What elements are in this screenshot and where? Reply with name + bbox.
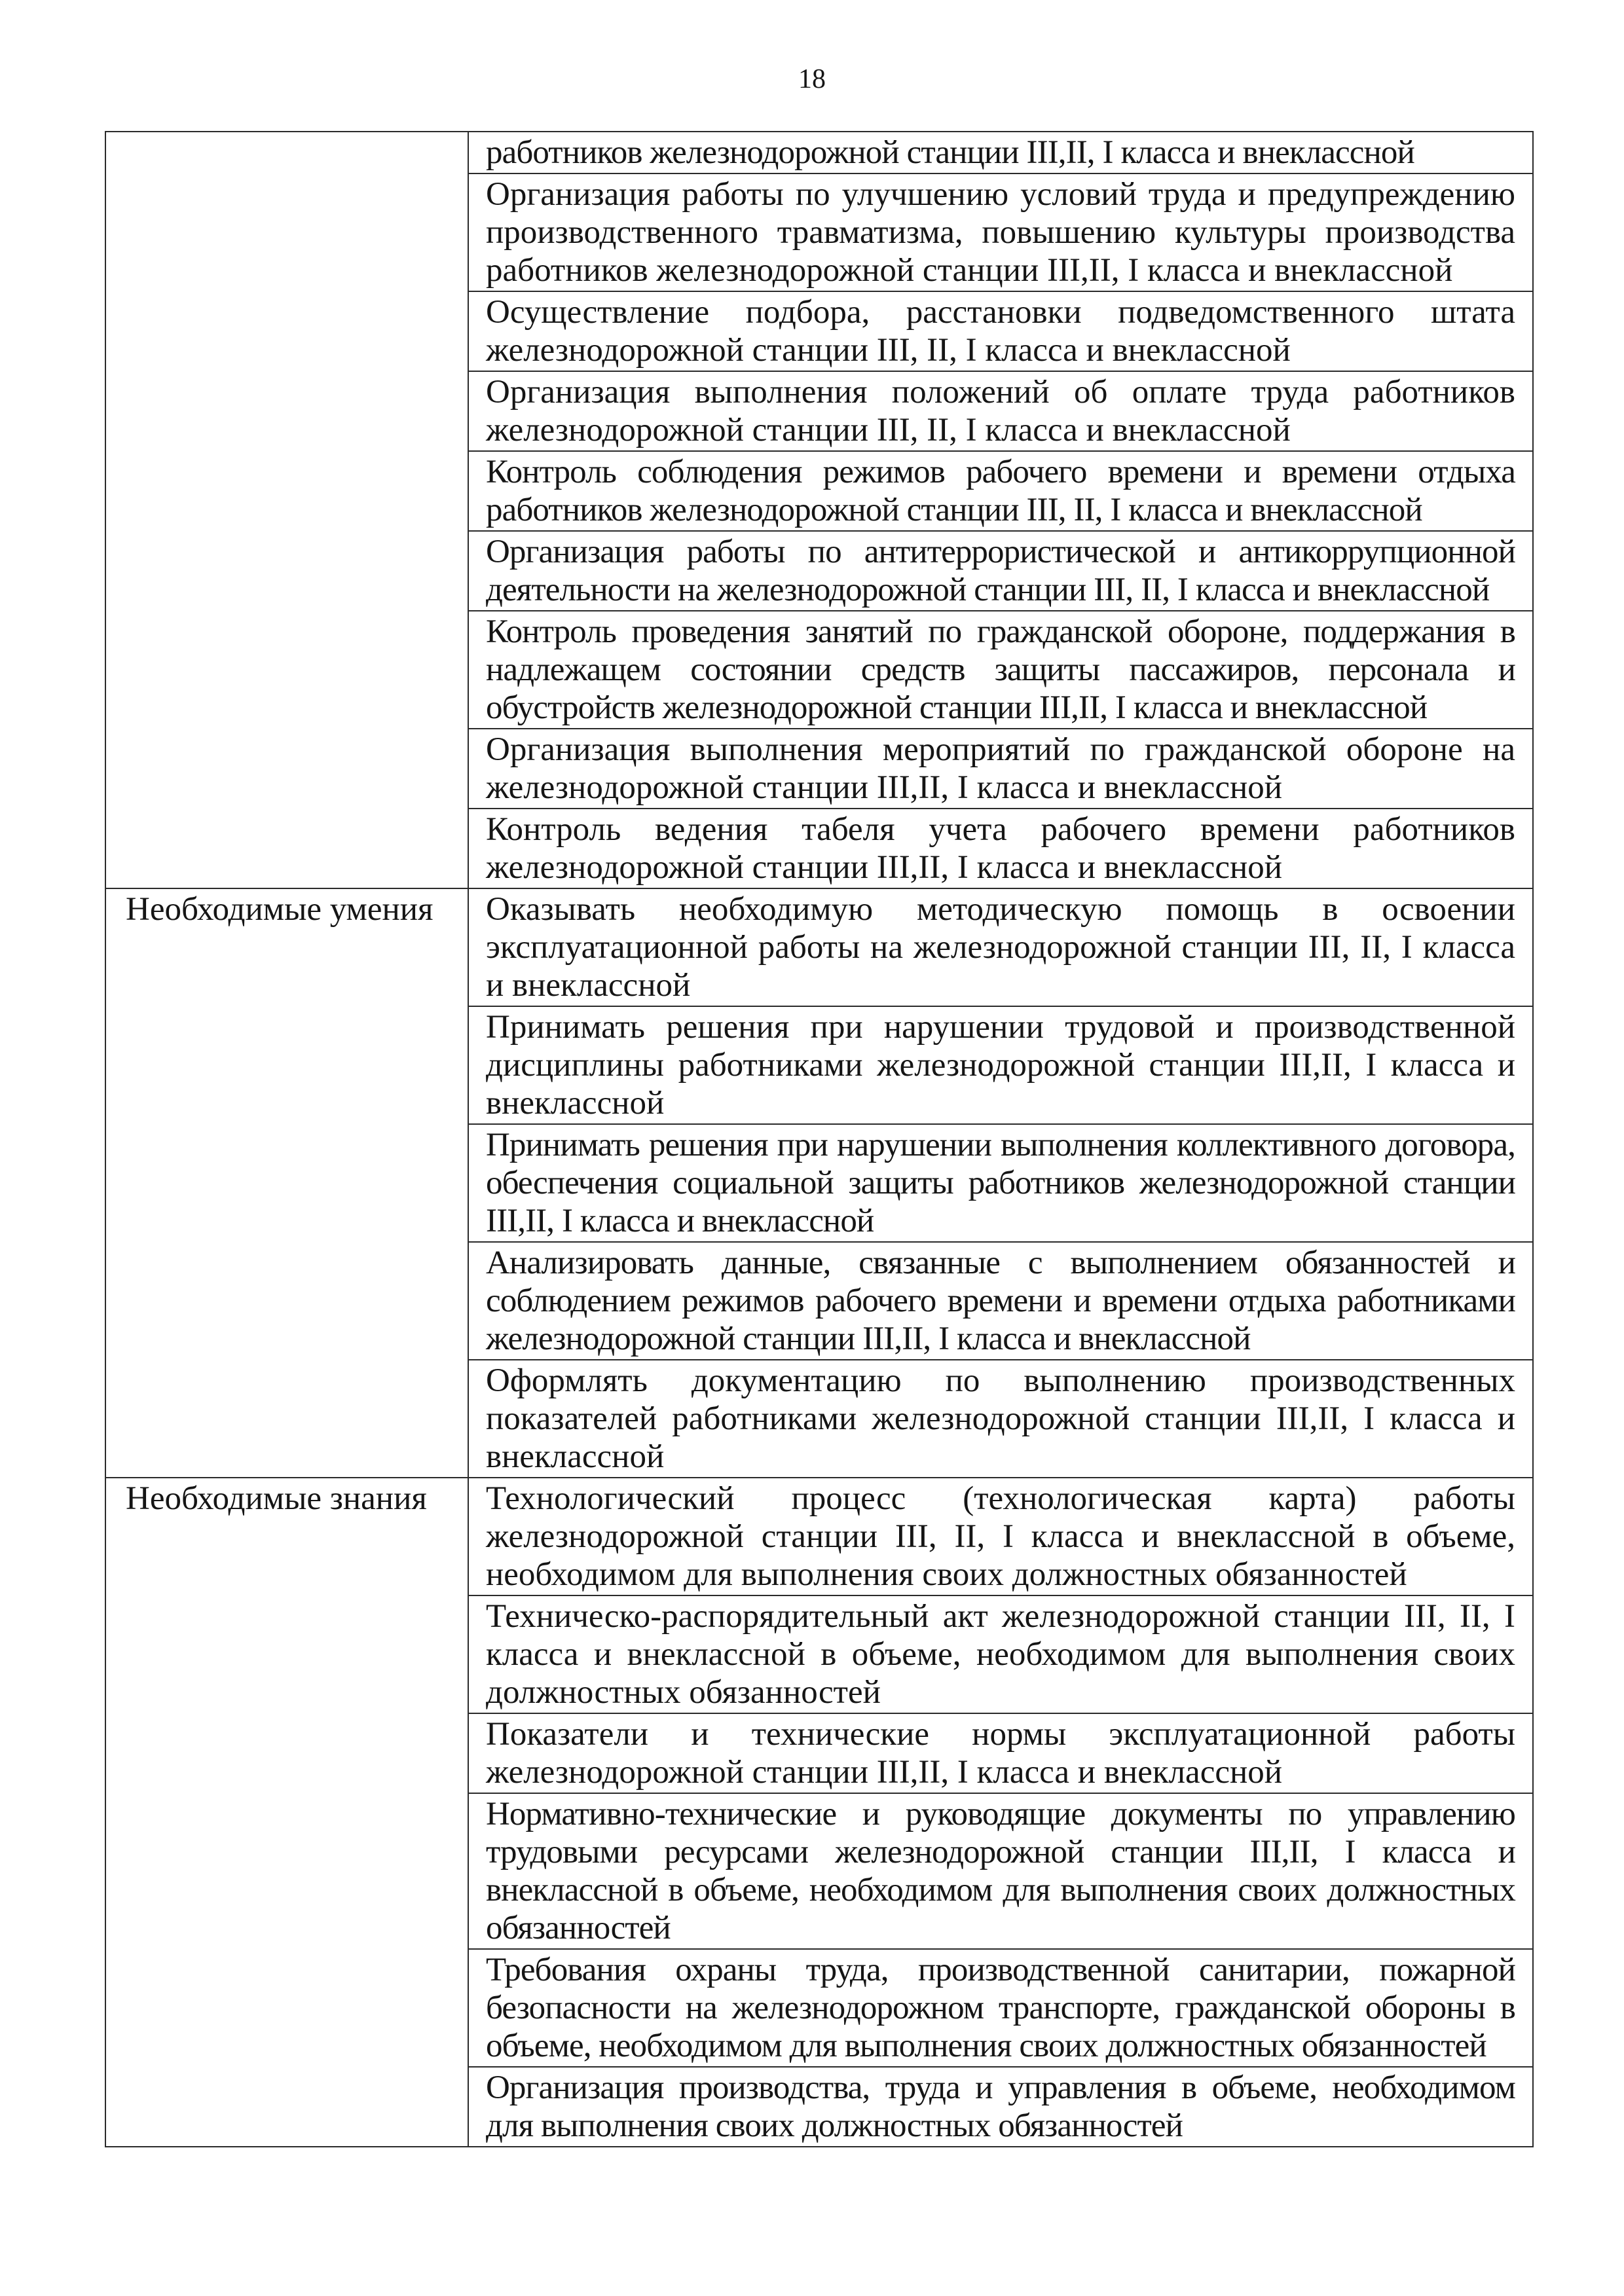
labor-action-cell: работников железнодорожной станции III,II, I класса и внеклассной [468, 132, 1533, 173]
skills-label-cell: Необходимые умения [105, 888, 468, 1478]
skill-cell: Принимать решения при нарушении выполнения коллективного договора, обеспечения социальной защиты работников железнодорожной станции III,II, I класса и внеклассной [468, 1124, 1533, 1242]
knowledge-cell: Техническо-распорядительный акт железнодорожной станции III, II, I класса и внеклассной в объеме, необходимом для выполнения своих должностных обязанностей [468, 1595, 1533, 1713]
knowledge-cell: Требования охраны труда, производственной санитарии, пожарной безопасности на железнодорожном транспорте, гражданской обороны в объеме, необходимом для выполнения своих должностных обязанностей [468, 1949, 1533, 2067]
labor-action-cell: Организация выполнения мероприятий по гражданской обороне на железнодорожной станции III,II, I класса и внеклассной [468, 729, 1533, 809]
labor-action-cell: Организация выполнения положений об оплате труда работников железнодорожной станции III, II, I класса и внеклассной [468, 371, 1533, 451]
skill-cell: Оказывать необходимую методическую помощь в освоении эксплуатационной работы на железнодорожной станции III, II, I класса и внеклассной [468, 888, 1533, 1006]
skill-cell: Оформлять документацию по выполнению производственных показателей работниками железнодорожной станции III,II, I класса и внеклассной [468, 1360, 1533, 1478]
knowledge-cell: Технологический процесс (технологическая карта) работы железнодорожной станции III, II, I класса и внеклассной в объеме, необходимом для выполнения своих должностных обязанностей [468, 1478, 1533, 1595]
job-description-table [105, 131, 1534, 2147]
continuation-label-cell [105, 132, 468, 888]
knowledge-cell: Организация производства, труда и управления в объеме, необходимом для выполнения своих должностных обязанностей [468, 2067, 1533, 2147]
table-row [105, 132, 1533, 173]
table-row [105, 888, 1533, 1006]
knowledge-cell: Нормативно-технические и руководящие документы по управлению трудовыми ресурсами железнодорожной станции III,II, I класса и внеклассной в объеме, необходимом для выполнения своих должностных обязанностей [468, 1793, 1533, 1949]
labor-action-cell: Контроль ведения табеля учета рабочего времени работников железнодорожной станции III,II, I класса и внеклассной [468, 809, 1533, 888]
labor-action-cell: Организация работы по улучшению условий труда и предупреждению производственного травматизма, повышению культуры производства работников железнодорожной станции III,II, I класса и внеклассной [468, 173, 1533, 291]
skill-cell: Анализировать данные, связанные с выполнением обязанностей и соблюдением режимов рабочего времени и времени отдыха работниками железнодорожной станции III,II, I класса и внеклассной [468, 1242, 1533, 1360]
labor-action-cell: Контроль проведения занятий по гражданской обороне, поддержания в надлежащем состоянии средств защиты пассажиров, персонала и обустройств железнодорожной станции III,II, I класса и внеклассной [468, 611, 1533, 729]
page-number: 18 [798, 64, 826, 94]
knowledge-cell: Показатели и технические нормы эксплуатационной работы железнодорожной станции III,II, I класса и внеклассной [468, 1713, 1533, 1793]
knowledge-label-cell: Необходимые знания [105, 1478, 468, 2147]
labor-action-cell: Осуществление подбора, расстановки подведомственного штата железнодорожной станции III, II, I класса и внеклассной [468, 291, 1533, 371]
labor-action-cell: Организация работы по антитеррористической и антикоррупционной деятельности на железнодорожной станции III, II, I класса и внеклассной [468, 531, 1533, 611]
table-row [105, 1478, 1533, 1595]
labor-action-cell: Контроль соблюдения режимов рабочего времени и времени отдыха работников железнодорожной станции III, II, I класса и внеклассной [468, 451, 1533, 531]
skill-cell: Принимать решения при нарушении трудовой и производственной дисциплины работниками железнодорожной станции III,II, I класса и внеклассной [468, 1006, 1533, 1124]
